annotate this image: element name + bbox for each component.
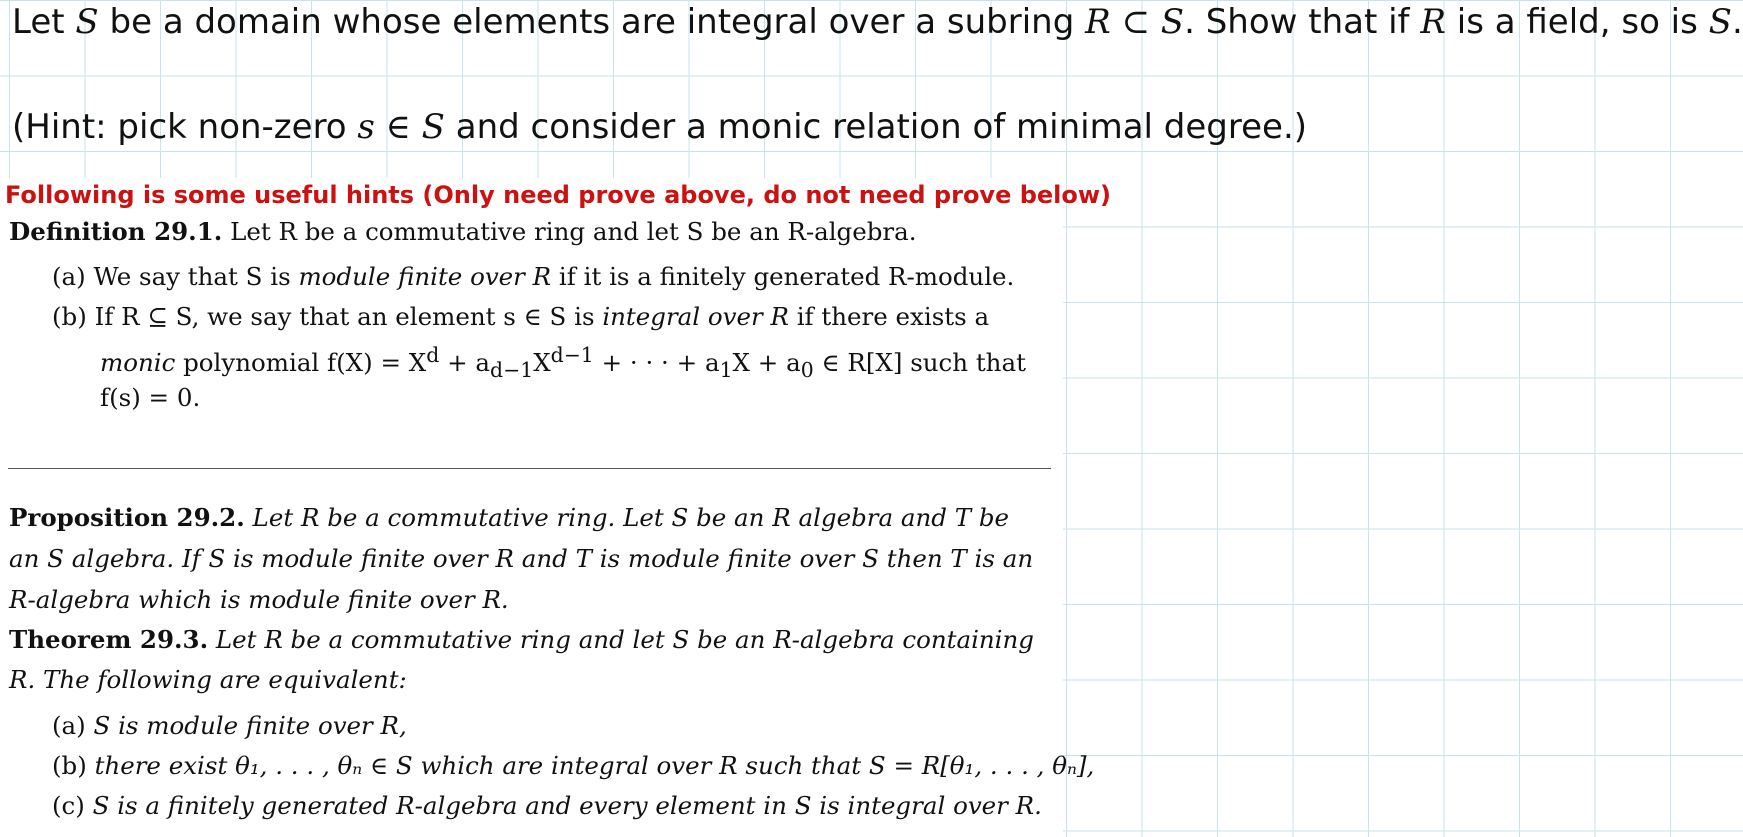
math-S: S: [75, 2, 99, 42]
theorem-line-1: [9, 627, 1034, 654]
definition-equation: f(s) = 0.: [100, 383, 201, 412]
item-label: (c): [52, 791, 85, 820]
divider: [8, 468, 1051, 469]
emphasis: module finite over R: [298, 262, 552, 291]
theorem-title: Theorem 29.3.: [9, 625, 209, 654]
text: + a: [439, 348, 491, 378]
item-label: (a): [52, 711, 86, 740]
text: ∈ R[X] such that: [813, 348, 1026, 378]
definition-intro: Let R be a commutative ring and let S be an R-algebra.: [222, 217, 917, 246]
text: If R ⊆ S, we say that an element s ∈ S is: [86, 302, 603, 331]
text: is a field, so is: [1445, 2, 1709, 42]
item-label: (b): [52, 302, 87, 331]
definition-heading: [9, 219, 917, 246]
problem-statement: [12, 2, 1743, 42]
theorem-item-c: [52, 793, 1042, 820]
text: . Show that if: [1184, 2, 1421, 42]
superscript: d: [426, 343, 440, 367]
theorem-item-b: [52, 753, 1094, 780]
problem-hint: [12, 107, 1307, 147]
text: (Hint: pick non-zero: [12, 107, 358, 147]
text: Let: [12, 2, 76, 42]
definition-polynomial: [100, 344, 1026, 382]
text: if there exists a: [788, 302, 990, 331]
emphasis: integral over R: [602, 302, 789, 331]
text: there exist θ₁, . . . , θₙ ∈ S which are integral over R such that S = R[θ₁, . . . , θₙ],: [86, 751, 1095, 780]
hints-note: Following is some useful hints (Only need prove above, do not need prove below): [5, 181, 1112, 209]
math-S: S: [1708, 2, 1732, 42]
text: S is module finite over R,: [85, 711, 407, 740]
item-label: (b): [52, 751, 87, 780]
theorem-item-a: [52, 713, 407, 740]
text: and consider a monic relation of minimal degree.): [444, 107, 1308, 147]
text: polynomial f(X) = X: [175, 348, 427, 378]
text: S is a finitely generated R-algebra and every element in S is integral over R.: [84, 791, 1042, 820]
math-s-in-S: s ∈ S: [357, 107, 445, 147]
math-R-subset-S: R ⊂ S: [1085, 2, 1185, 42]
text: if it is a finitely generated R-module.: [551, 262, 1015, 291]
text: We say that S is: [85, 262, 299, 291]
theorem-line-2: R. The following are equivalent:: [9, 665, 407, 694]
subscript: 0: [800, 358, 814, 383]
proposition-line-1: [9, 505, 1009, 532]
subscript: 1: [719, 358, 733, 383]
emphasis: monic: [100, 348, 176, 378]
proposition-line-3: R-algebra which is module finite over R.: [9, 585, 509, 614]
text: + · · · + a: [593, 348, 720, 378]
definition-item-b: [52, 304, 989, 331]
proposition-line-2: an S algebra. If S is module finite over R and T is module finite over S then T is an: [9, 544, 1034, 573]
superscript: d−1: [550, 343, 594, 367]
definition-title: Definition 29.1.: [9, 217, 223, 246]
definition-item-a: [52, 264, 1014, 291]
item-label: (a): [52, 262, 86, 291]
math-R: R: [1420, 2, 1446, 42]
text: X: [533, 348, 551, 378]
subscript: d−1: [490, 358, 534, 383]
text: .: [1731, 2, 1743, 42]
proposition-title: Proposition 29.2.: [9, 503, 245, 532]
text: X + a: [732, 348, 801, 378]
text: Let R be a commutative ring and let S be an R-algebra containing: [208, 625, 1034, 654]
text: be a domain whose elements are integral over a subring: [98, 2, 1086, 42]
text: Let R be a commutative ring. Let S be an R algebra and T be: [244, 503, 1010, 532]
